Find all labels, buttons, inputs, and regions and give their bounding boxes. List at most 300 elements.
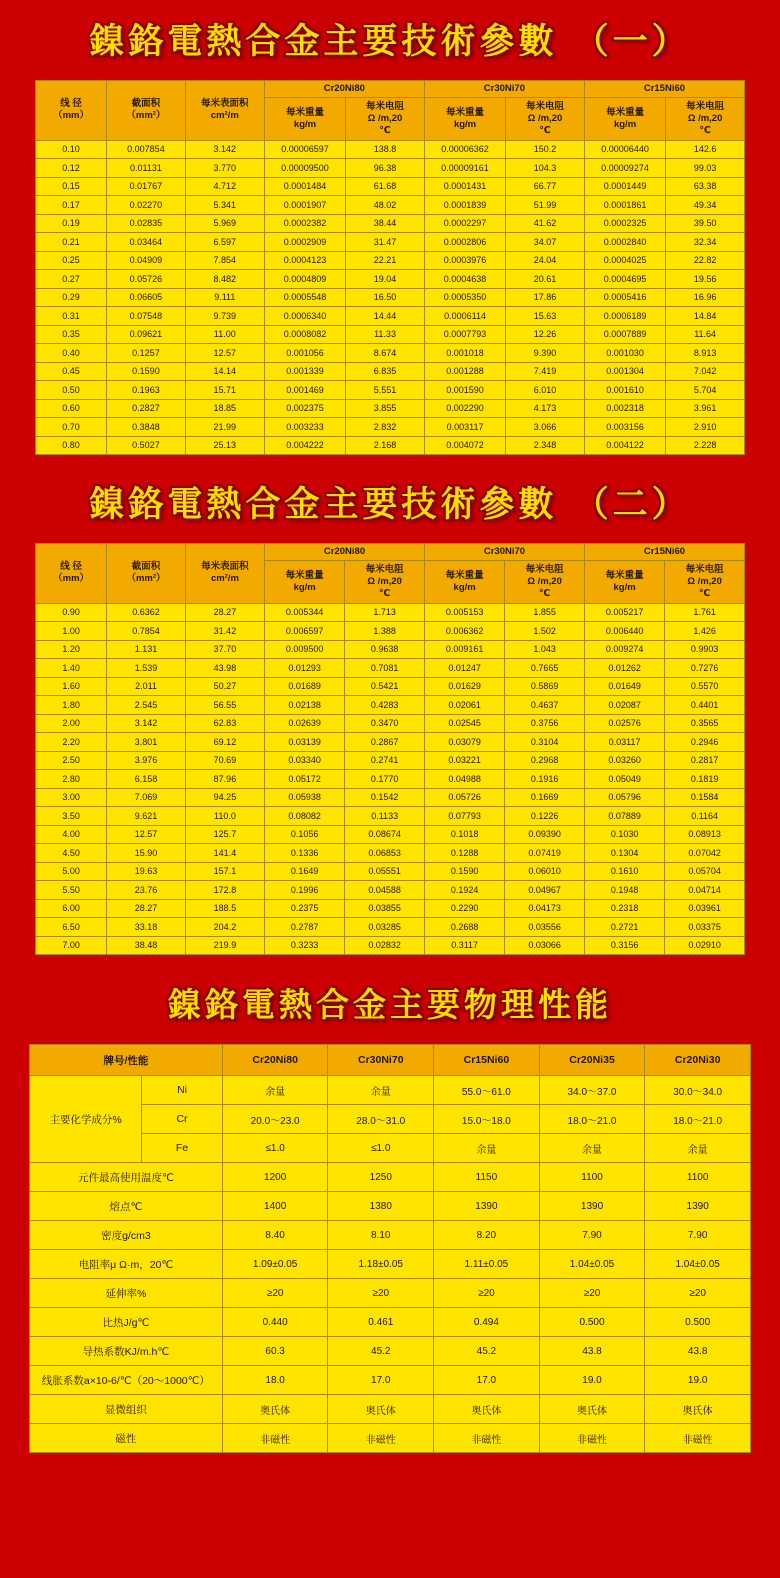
table-cell: 2.545 [107, 696, 186, 715]
table-cell: 1.11±0.05 [434, 1250, 540, 1279]
table-cell: 0.004122 [584, 436, 665, 455]
prop-row-label: 延伸率% [30, 1279, 223, 1308]
table-cell: 0.0005416 [584, 288, 665, 307]
table-cell: 0.001590 [424, 381, 505, 400]
table-cell: 11.33 [346, 325, 425, 344]
table-cell: 2.168 [346, 436, 425, 455]
table-cell: 0.1133 [345, 807, 425, 826]
table-cell: 0.03285 [345, 918, 425, 937]
table-cell: 0.1590 [107, 362, 186, 381]
table-cell: 1.761 [665, 603, 745, 622]
table-cell: 66.77 [506, 177, 585, 196]
table-cell: 0.001030 [584, 344, 665, 363]
table-cell: 0.0002325 [584, 214, 665, 233]
table-cell: 0.0001861 [584, 196, 665, 215]
table-row [30, 1395, 751, 1424]
table-cell: 0.0004123 [264, 251, 345, 270]
table-cell: 50.27 [185, 677, 264, 696]
table-cell: 1100 [539, 1163, 645, 1192]
table-cell: 19.63 [107, 862, 186, 881]
table-cell: 0.03079 [425, 733, 505, 752]
table-cell: 15.71 [185, 381, 264, 400]
table-row [36, 436, 745, 455]
table-cell: 0.03340 [265, 751, 345, 770]
header-group-cr20ni80: Cr20Ni80 [264, 81, 424, 98]
table-cell: 0.40 [36, 344, 107, 363]
table-cell: 51.99 [506, 196, 585, 215]
table-cell: 37.70 [185, 640, 264, 659]
table-cell: 0.07548 [107, 307, 186, 326]
table-cell: 14.14 [185, 362, 264, 381]
table-cell: 0.5027 [107, 436, 186, 455]
table-cell: 0.25 [36, 251, 107, 270]
table-cell: 1390 [539, 1192, 645, 1221]
prop-row-label: 元件最高使用温度℃ [30, 1163, 223, 1192]
table-cell: 0.0004638 [424, 270, 505, 289]
prop-row-label: 比热J/g℃ [30, 1308, 223, 1337]
table-cell: 0.001288 [424, 362, 505, 381]
table-cell: 0.01629 [425, 677, 505, 696]
table-cell: 43.8 [539, 1337, 645, 1366]
table-cell: 0.01293 [265, 659, 345, 678]
header-group-cr30ni70: Cr30Ni70 [425, 544, 585, 561]
table-cell: 0.7276 [665, 659, 745, 678]
header-weight-2: 每米重量 kg/m [424, 97, 505, 140]
table-row [36, 140, 745, 159]
table-cell: 0.00009161 [424, 159, 505, 178]
table-cell: 0.02910 [665, 936, 745, 955]
table-cell: 12.26 [506, 325, 585, 344]
table-cell: 0.3470 [345, 714, 425, 733]
table-row [36, 603, 745, 622]
table-cell: 7.90 [645, 1221, 751, 1250]
table-cell: 45.2 [434, 1337, 540, 1366]
table-cell: 3.976 [107, 751, 186, 770]
table-cell: 0.0001431 [424, 177, 505, 196]
table-cell: 0.01767 [107, 177, 186, 196]
prop-row-label: 线胀系数a×10-6/℃（20～1000℃） [30, 1366, 223, 1395]
table-cell: 0.2867 [345, 733, 425, 752]
table-cell: 0.02270 [107, 196, 186, 215]
table-cell: 1.20 [36, 640, 107, 659]
table-cell: 0.003233 [264, 418, 345, 437]
table-cell: 0.7081 [345, 659, 425, 678]
table-cell: 0.003156 [584, 418, 665, 437]
table-cell: 0.001469 [264, 381, 345, 400]
table-cell: 0.0008082 [264, 325, 345, 344]
table-cell: 1100 [645, 1163, 751, 1192]
page-title-1: 鎳鉻電熱合金主要技術參數 （一） [89, 21, 691, 62]
table-cell: 0.002290 [424, 399, 505, 418]
table-row [36, 399, 745, 418]
table-cell: 12.57 [185, 344, 264, 363]
table-cell: 0.2827 [107, 399, 186, 418]
table-cell: 17.0 [328, 1366, 434, 1395]
table-cell: 0.005153 [425, 603, 505, 622]
table-cell: 34.0～37.0 [539, 1076, 645, 1105]
table-cell: 9.111 [185, 288, 264, 307]
table-cell: 9.739 [185, 307, 264, 326]
table-cell: 非磁性 [328, 1424, 434, 1453]
table-cell: 219.9 [185, 936, 264, 955]
table-row [36, 381, 745, 400]
table-cell: 0.27 [36, 270, 107, 289]
table-cell: 0.06853 [345, 844, 425, 863]
page-title-2: 鎳鉻電熱合金主要技術參數 （二） [89, 484, 691, 525]
prop-table-head [30, 1045, 751, 1076]
table-cell: 0.02639 [265, 714, 345, 733]
header-weight-3: 每米重量 kg/m [584, 97, 665, 140]
table-cell: 30.0～34.0 [645, 1076, 751, 1105]
table-cell: 14.44 [346, 307, 425, 326]
table-cell: 3.801 [107, 733, 186, 752]
table-cell: 0.0002382 [264, 214, 345, 233]
table-cell: 0.006362 [425, 622, 505, 641]
table-cell: 8.10 [328, 1221, 434, 1250]
table-cell: 0.0006340 [264, 307, 345, 326]
table-cell: 0.03556 [505, 918, 585, 937]
table-cell: 31.42 [185, 622, 264, 641]
table-cell: 3.142 [185, 140, 264, 159]
table-cell: 0.1649 [265, 862, 345, 881]
table-row [36, 788, 745, 807]
table-cell: 1390 [645, 1192, 751, 1221]
table-cell: 28.0～31.0 [328, 1105, 434, 1134]
table-row [36, 362, 745, 381]
table-cell: 2.832 [346, 418, 425, 437]
table-cell: ≥20 [539, 1279, 645, 1308]
table-cell: 8.40 [222, 1221, 328, 1250]
table-cell: 17.0 [434, 1366, 540, 1395]
table-cell: 0.7854 [107, 622, 186, 641]
table-cell: 0.2787 [265, 918, 345, 937]
wire-table-1-body [36, 140, 745, 455]
header-surface: 每米表面积 cm²/m [185, 544, 264, 604]
table-cell: 0.3233 [265, 936, 345, 955]
table-cell: 55.0～61.0 [434, 1076, 540, 1105]
table-cell: 16.50 [346, 288, 425, 307]
table-cell: 0.00006440 [584, 140, 665, 159]
table-cell: 0.2741 [345, 751, 425, 770]
header-group-cr15ni60: Cr15Ni60 [584, 544, 744, 561]
table-cell: 0.0007889 [584, 325, 665, 344]
table-cell: 0.01247 [425, 659, 505, 678]
table-cell: 0.7665 [505, 659, 585, 678]
table-cell: 31.47 [346, 233, 425, 252]
table-cell: 60.3 [222, 1337, 328, 1366]
table-cell: 0.1770 [345, 770, 425, 789]
table-cell: 25.13 [185, 436, 264, 455]
table-cell: 0.07419 [505, 844, 585, 863]
table-row [36, 177, 745, 196]
table-cell: 0.3117 [425, 936, 505, 955]
table-cell: 0.0004695 [584, 270, 665, 289]
prop-table-wrap [0, 1044, 780, 1453]
table-row [36, 862, 745, 881]
table-cell: 余量 [222, 1076, 328, 1105]
table-cell: 0.2968 [505, 751, 585, 770]
table-cell: 141.4 [185, 844, 264, 863]
table-cell: 1.043 [505, 640, 585, 659]
table-cell: 0.1590 [425, 862, 505, 881]
table-cell: 0.00006597 [264, 140, 345, 159]
table-cell: 0.2946 [665, 733, 745, 752]
table-cell: 0.21 [36, 233, 107, 252]
table-cell: 18.0 [222, 1366, 328, 1395]
table-cell: 138.8 [346, 140, 425, 159]
table-cell: 0.1924 [425, 881, 505, 900]
table-cell: 1.60 [36, 677, 107, 696]
wire-table-2-body [36, 603, 745, 955]
table-cell: 8.20 [434, 1221, 540, 1250]
table-cell: 0.03260 [584, 751, 664, 770]
table-cell: 0.01262 [584, 659, 664, 678]
table-cell: 5.341 [185, 196, 264, 215]
table-cell: 2.20 [36, 733, 107, 752]
table-cell: 0.03221 [425, 751, 505, 770]
table-cell: 0.0002840 [584, 233, 665, 252]
table-cell: 5.969 [185, 214, 264, 233]
table-cell: 0.05172 [265, 770, 345, 789]
table-cell: 0.08913 [665, 825, 745, 844]
table-cell: 0.00006362 [424, 140, 505, 159]
table-cell: 8.913 [666, 344, 745, 363]
table-cell: 奥氏体 [539, 1395, 645, 1424]
table-cell: 0.19 [36, 214, 107, 233]
table-cell: 0.05551 [345, 862, 425, 881]
table-cell: 157.1 [185, 862, 264, 881]
header-diameter: 线 径 （mm） [36, 81, 107, 141]
table-cell: 0.09390 [505, 825, 585, 844]
prop-element-label: Cr [142, 1105, 223, 1134]
table-cell: 0.3156 [584, 936, 664, 955]
table-cell: 0.6362 [107, 603, 186, 622]
table-cell: 0.04988 [425, 770, 505, 789]
table-row [36, 418, 745, 437]
table-cell: 16.96 [666, 288, 745, 307]
table-cell: 6.010 [506, 381, 585, 400]
wire-table-2-head [36, 544, 745, 604]
table-row [36, 807, 745, 826]
table-row [30, 1279, 751, 1308]
table-cell: 14.84 [666, 307, 745, 326]
table-cell: 0.3565 [665, 714, 745, 733]
table-cell: 0.003117 [424, 418, 505, 437]
table-row [36, 696, 745, 715]
table-cell: 余量 [539, 1134, 645, 1163]
table-cell: 0.4283 [345, 696, 425, 715]
table-cell: 0.1963 [107, 381, 186, 400]
table-cell: 0.0006114 [424, 307, 505, 326]
table-cell: 0.03375 [665, 918, 745, 937]
table-cell: 0.05796 [584, 788, 664, 807]
table-cell: 0.1030 [584, 825, 664, 844]
table-cell: 1.09±0.05 [222, 1250, 328, 1279]
table-cell: 0.5570 [665, 677, 745, 696]
table-cell: 0.1819 [665, 770, 745, 789]
prop-row-label: 熔点℃ [30, 1192, 223, 1221]
table-cell: 4.173 [506, 399, 585, 418]
prop-header-cell: 牌号/性能 [30, 1045, 223, 1076]
table-row [36, 640, 745, 659]
header-group-cr15ni60: Cr15Ni60 [584, 81, 744, 98]
table-cell: 5.50 [36, 881, 107, 900]
table-cell: 19.04 [346, 270, 425, 289]
header-weight-1: 每米重量 kg/m [265, 560, 345, 603]
header-res-1: 每米电阻 Ω /m,20 ℃ [346, 97, 425, 140]
table-cell: 2.228 [666, 436, 745, 455]
table-cell: 0.0001449 [584, 177, 665, 196]
table-cell: 0.5421 [345, 677, 425, 696]
header-area: 截面积 （mm²） [107, 544, 186, 604]
table-cell: 0.005344 [265, 603, 345, 622]
table-cell: 0.4401 [665, 696, 745, 715]
prop-element-label: Fe [142, 1134, 223, 1163]
table-cell: 0.494 [434, 1308, 540, 1337]
prop-table-body [30, 1076, 751, 1453]
table-cell: 奥氏体 [222, 1395, 328, 1424]
table-cell: 非磁性 [222, 1424, 328, 1453]
table-cell: 0.08082 [265, 807, 345, 826]
header-diameter: 线 径 （mm） [36, 544, 107, 604]
table-cell: 0.1257 [107, 344, 186, 363]
table-row [36, 844, 745, 863]
table-row [36, 825, 745, 844]
prop-header-cell: Cr20Ni30 [645, 1045, 751, 1076]
table-cell: 3.142 [107, 714, 186, 733]
table-cell: 0.0004809 [264, 270, 345, 289]
table-cell: 0.12 [36, 159, 107, 178]
page-title-3: 鎳鉻電熱合金主要物理性能 [168, 985, 612, 1024]
table-cell: 0.002375 [264, 399, 345, 418]
header-res-2: 每米电阻 Ω /m,20 ℃ [505, 560, 585, 603]
table-cell: 1.04±0.05 [645, 1250, 751, 1279]
table-cell: 2.348 [506, 436, 585, 455]
table-cell: 0.80 [36, 436, 107, 455]
table-cell: 0.05726 [107, 270, 186, 289]
table-cell: 150.2 [506, 140, 585, 159]
table-cell: 0.07042 [665, 844, 745, 863]
table-cell: 0.10 [36, 140, 107, 159]
table-cell: 0.06605 [107, 288, 186, 307]
table-cell: 0.03855 [345, 899, 425, 918]
table-cell: 19.0 [539, 1366, 645, 1395]
table-cell: 0.0002806 [424, 233, 505, 252]
table-cell: 0.04967 [505, 881, 585, 900]
table-cell: 99.03 [666, 159, 745, 178]
table-cell: 0.0006189 [584, 307, 665, 326]
table-row [36, 733, 745, 752]
table-cell: 0.1056 [265, 825, 345, 844]
table-cell: 0.001339 [264, 362, 345, 381]
table-cell: 11.00 [185, 325, 264, 344]
table-cell: 6.50 [36, 918, 107, 937]
header-surface: 每米表面积 cm²/m [185, 81, 264, 141]
table-cell: 15.90 [107, 844, 186, 863]
table-cell: 18.0～21.0 [645, 1105, 751, 1134]
table-cell: 0.04173 [505, 899, 585, 918]
table-cell: 41.62 [506, 214, 585, 233]
table-cell: 1.539 [107, 659, 186, 678]
table-cell: 0.02576 [584, 714, 664, 733]
table-cell: 3.770 [185, 159, 264, 178]
table-cell: 0.09621 [107, 325, 186, 344]
table-cell: 18.0～21.0 [539, 1105, 645, 1134]
table-cell: 28.27 [185, 603, 264, 622]
table-cell: 0.00009274 [584, 159, 665, 178]
wire-table-2 [35, 543, 745, 955]
table-cell: 0.02061 [425, 696, 505, 715]
table-cell: 18.85 [185, 399, 264, 418]
table-cell: 12.57 [107, 825, 186, 844]
table-cell: 4.712 [185, 177, 264, 196]
table-cell: 0.31 [36, 307, 107, 326]
header-weight-2: 每米重量 kg/m [425, 560, 505, 603]
table-cell: 0.2688 [425, 918, 505, 937]
table-cell: 0.1164 [665, 807, 745, 826]
table-row [36, 344, 745, 363]
table-row [30, 1250, 751, 1279]
prop-element-label: Ni [142, 1076, 223, 1105]
table-cell: 104.3 [506, 159, 585, 178]
table-cell: 2.00 [36, 714, 107, 733]
wire-table-1 [35, 80, 745, 455]
table-cell: 0.01649 [584, 677, 664, 696]
prop-row-label: 密度g/cm3 [30, 1221, 223, 1250]
table-row [30, 1163, 751, 1192]
table-cell: 0.45 [36, 362, 107, 381]
table-cell: 0.02138 [265, 696, 345, 715]
table-cell: 1.04±0.05 [539, 1250, 645, 1279]
table-cell: 0.50 [36, 381, 107, 400]
header-group-cr20ni80: Cr20Ni80 [265, 544, 425, 561]
wire-table-2-wrap [0, 543, 780, 955]
table-row [30, 1076, 751, 1105]
table-cell: 1200 [222, 1163, 328, 1192]
table-row [36, 307, 745, 326]
table-cell: 0.005217 [584, 603, 664, 622]
table-cell: 9.621 [107, 807, 186, 826]
table-cell: 1250 [328, 1163, 434, 1192]
table-cell: 2.50 [36, 751, 107, 770]
table-cell: 0.05726 [425, 788, 505, 807]
table-cell: 0.3848 [107, 418, 186, 437]
table-cell: 0.001056 [264, 344, 345, 363]
table-cell: 3.961 [666, 399, 745, 418]
table-cell: 1.502 [505, 622, 585, 641]
table-cell: 0.009161 [425, 640, 505, 659]
table-cell: 125.7 [185, 825, 264, 844]
table-row [30, 1221, 751, 1250]
table-cell: 17.86 [506, 288, 585, 307]
table-cell: 3.855 [346, 399, 425, 418]
table-cell: 0.1304 [584, 844, 664, 863]
table-cell: 0.03117 [584, 733, 664, 752]
table-cell: 1400 [222, 1192, 328, 1221]
table-row [36, 214, 745, 233]
table-row [36, 751, 745, 770]
header-res-3: 每米电阻 Ω /m,20 ℃ [665, 560, 745, 603]
table-cell: 非磁性 [434, 1424, 540, 1453]
table-cell: 61.68 [346, 177, 425, 196]
table-cell: 0.0002909 [264, 233, 345, 252]
table-cell: 0.02087 [584, 696, 664, 715]
prop-header-cell: Cr15Ni60 [434, 1045, 540, 1076]
table-cell: 0.17 [36, 196, 107, 215]
table-cell: 0.1542 [345, 788, 425, 807]
table-cell: 0.4637 [505, 696, 585, 715]
table-cell: 0.0004025 [584, 251, 665, 270]
